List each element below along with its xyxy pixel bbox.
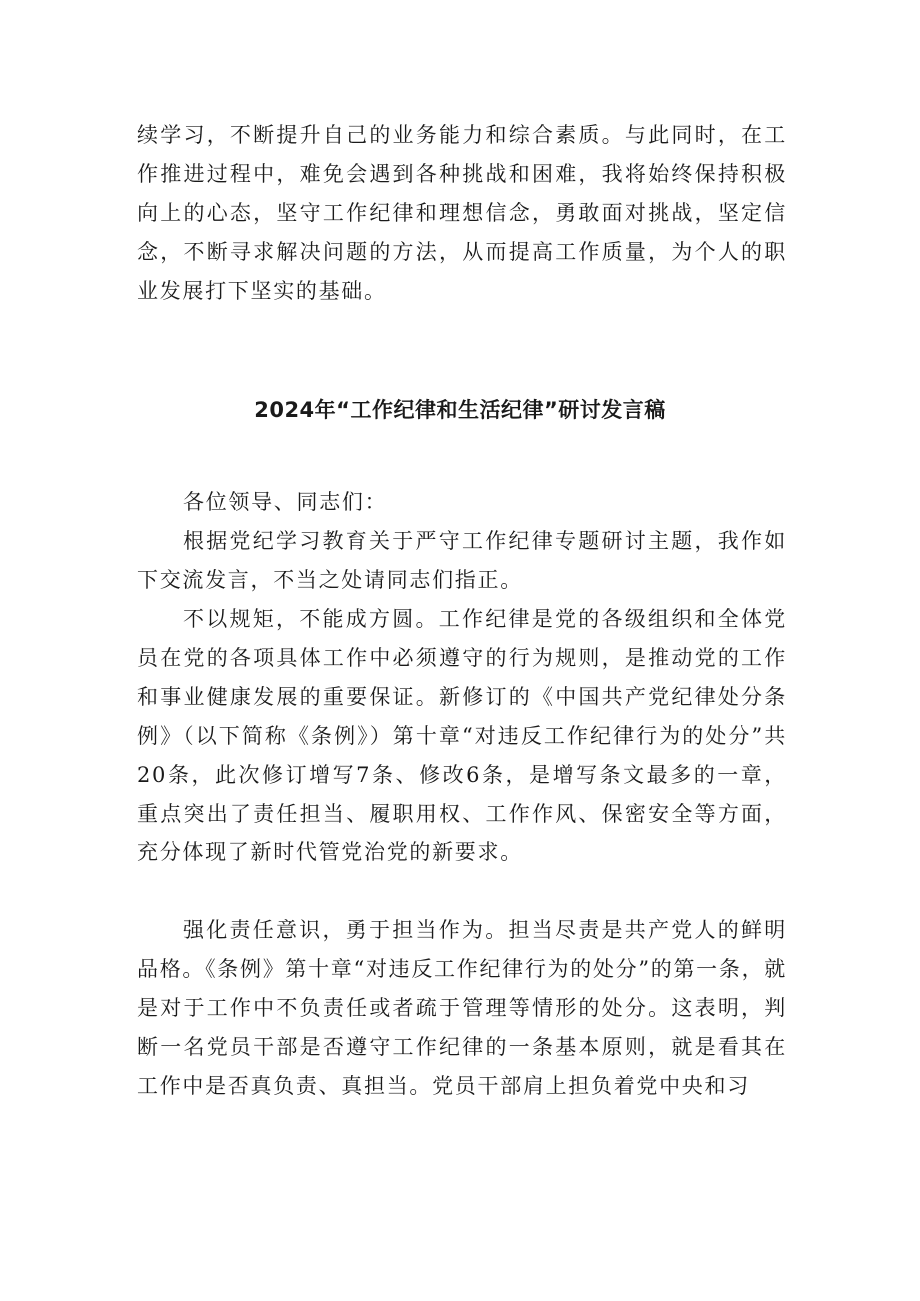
- body-paragraph: 不以规矩，不能成方圆。工作纪律是党的各级组织和全体党员在党的各项具体工作中必须遵守的行为规则，是推动党的工作和事业健康发展的重要保证。新修订的《中国共产党纪律处分条例》（以下简称《条例》）第十章“对违反工作纪律行为的处分”共20条，此次修订增写7条、修改6条，是增写条文最多的一章，重点突出了责任担当、履职用权、工作作风、保密安全等方面，充分体现了新时代管党治党的新要求。: [137, 607, 787, 865]
- body-paragraph: 根据党纪学习教育关于严守工作纪律专题研讨主题，我作如下交流发言，不当之处请同志们指正。: [137, 529, 787, 592]
- body-paragraph: 强化责任意识，勇于担当作为。担当尽责是共产党人的鲜明品格。《条例》第十章“对违反工作纪律行为的处分”的第一条，就是对于工作中不负责任或者疏于管理等情形的处分。这表明，判断一名党员干部是否遵守工作纪律的一条基本原则，就是看其在工作中是否真负责、真担当。党员干部肩上担负着党中央和习: [137, 918, 787, 1098]
- salutation: 各位领导、同志们：: [183, 490, 388, 514]
- document-title: 2024年“工作纪律和生活纪律”研讨发言稿: [254, 398, 666, 422]
- continued-paragraph: 续学习，不断提升自己的业务能力和综合素质。与此同时，在工作推进过程中，难免会遇到各种挑战和困难，我将始终保持积极向上的心态，坚守工作纪律和理想信念，勇敢面对挑战，坚定信念，不断寻求解决问题的方法，从而提高工作质量，为个人的职业发展打下坚实的基础。: [137, 123, 787, 303]
